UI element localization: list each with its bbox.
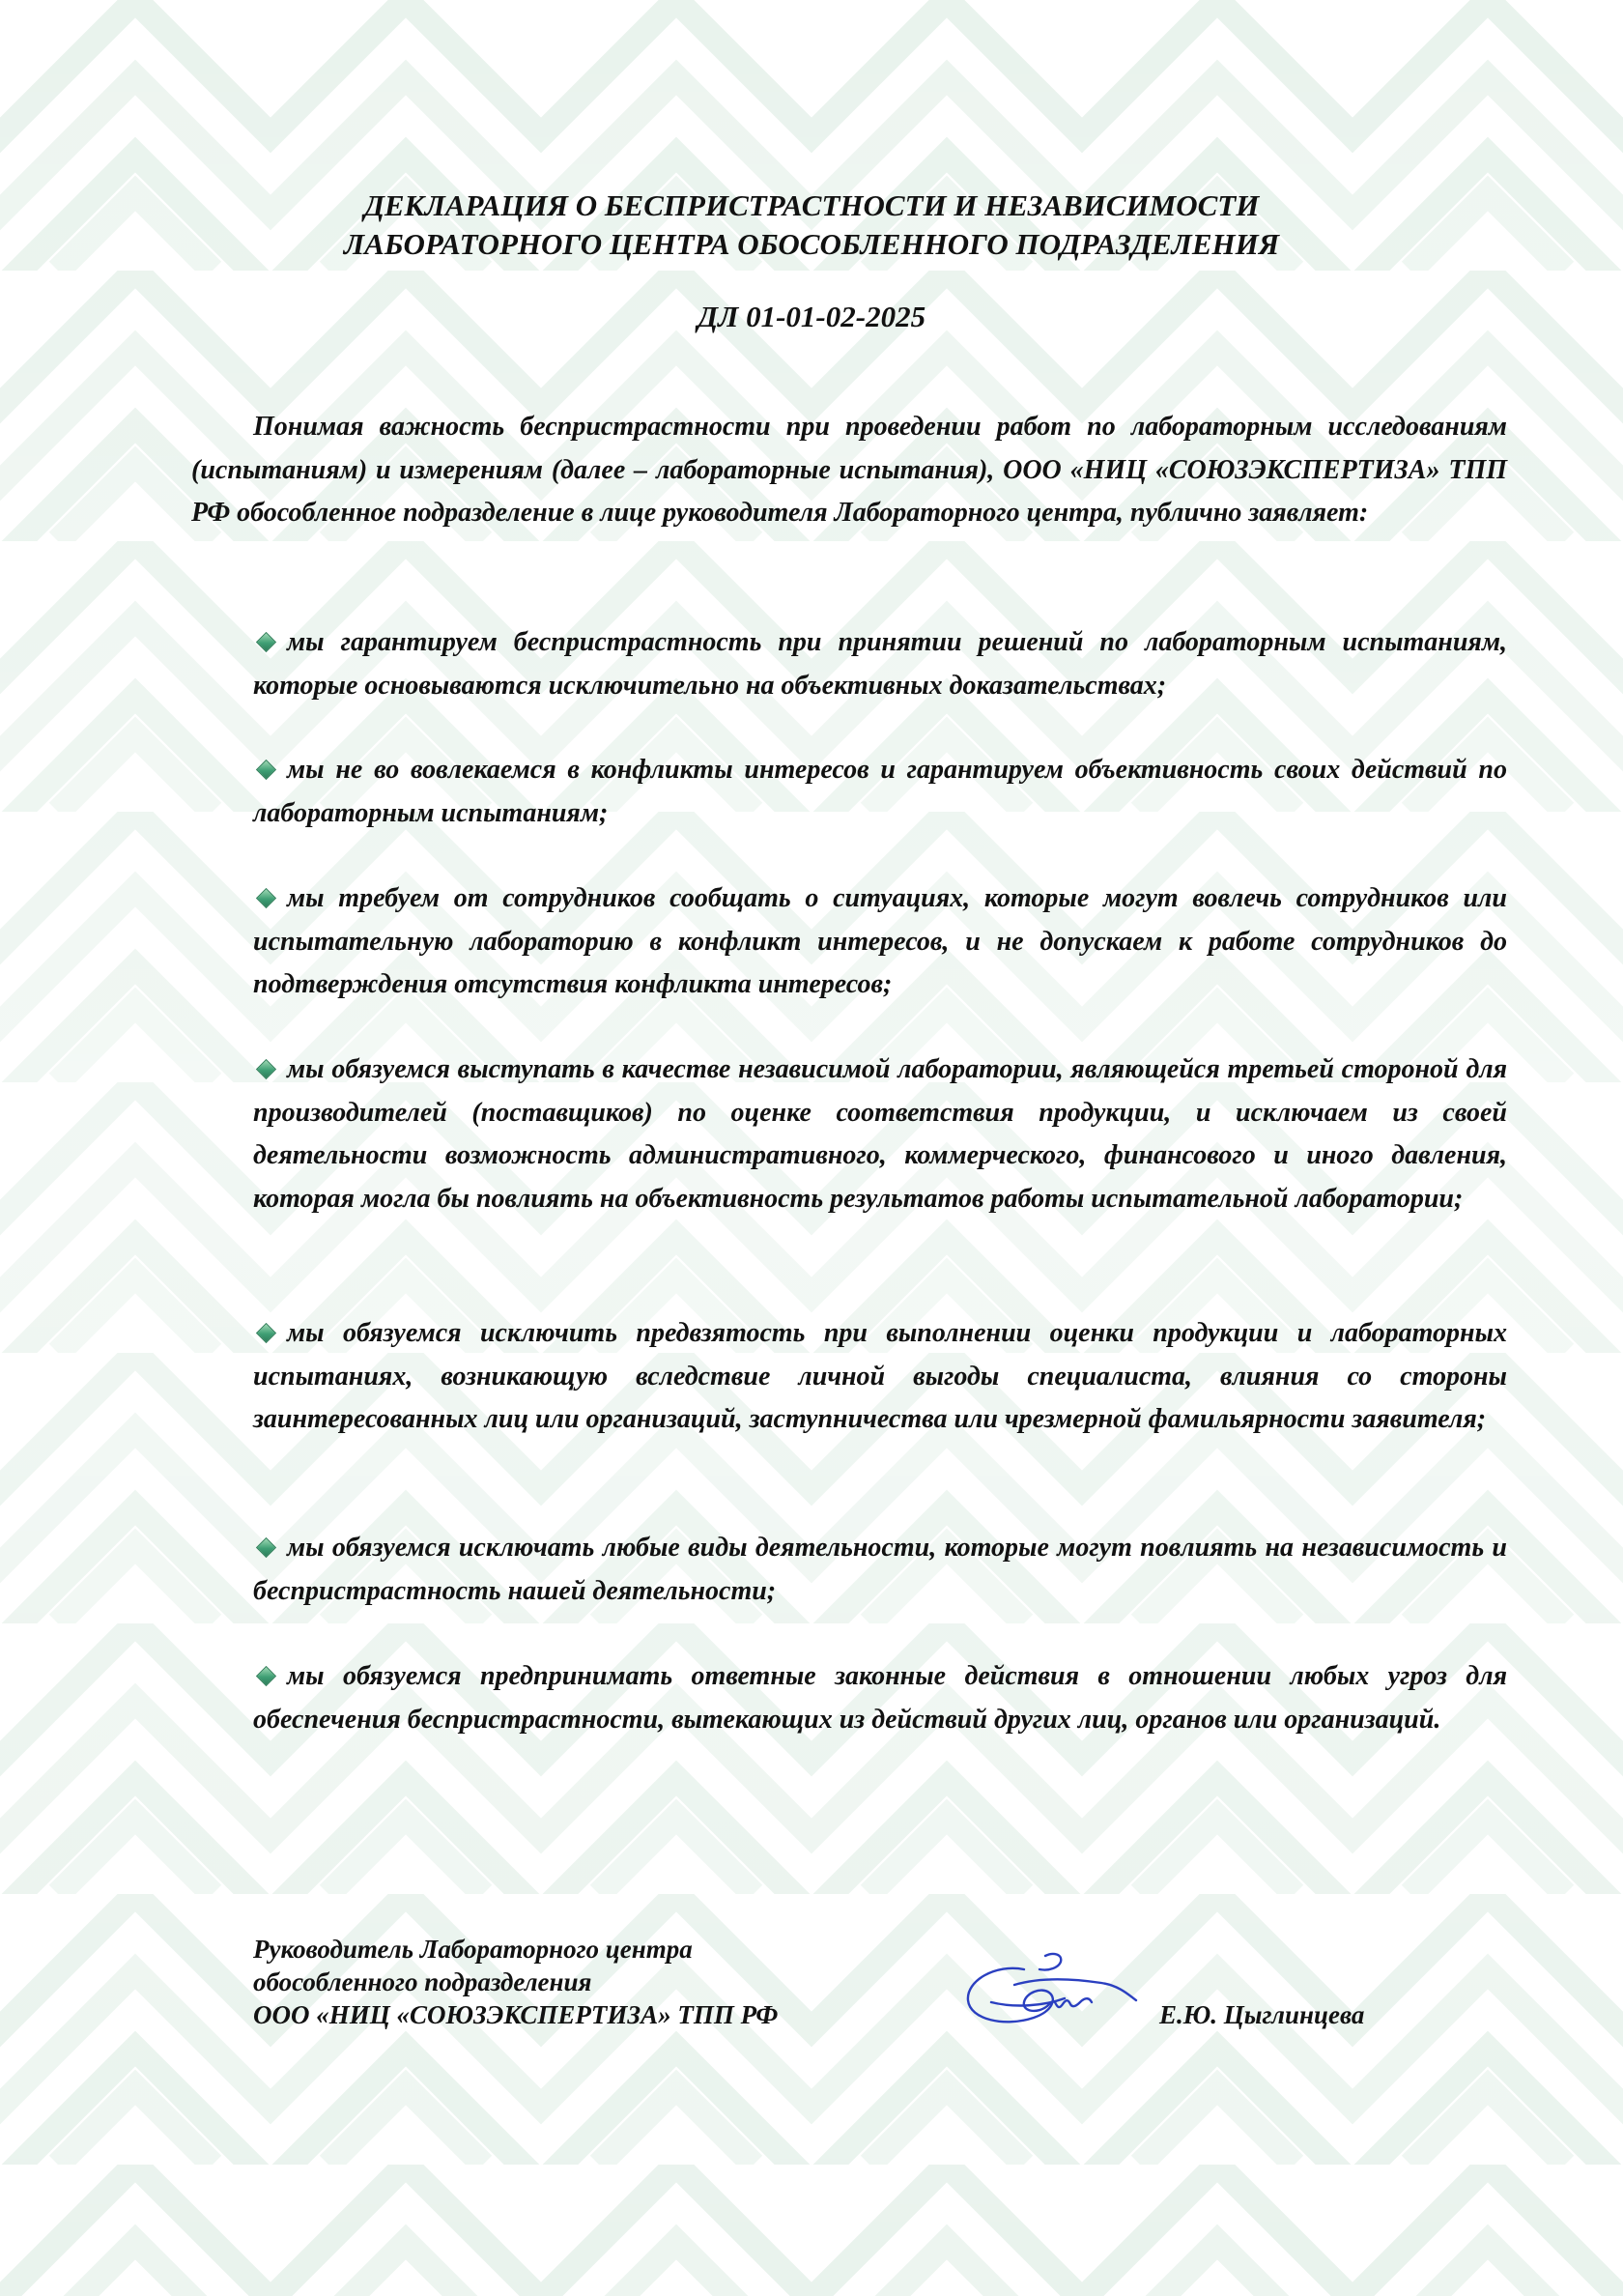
handwritten-signature	[956, 1942, 1140, 2039]
list-item	[253, 877, 1507, 1007]
diamond-bullet-icon	[256, 888, 276, 908]
list-item-text: мы требуем от сотрудников сообщать о ситуациях, которые могут вовлечь сотрудников или испытательную лабораторию в конфликт интересов, и не допускаем к работе сотрудников до подтверждения отсутствия конфликта интересов;	[253, 883, 1507, 999]
diamond-bullet-icon	[256, 1537, 276, 1558]
list-item	[253, 749, 1507, 835]
document-title	[0, 187, 1623, 264]
diamond-bullet-icon	[256, 1323, 276, 1343]
list-item	[253, 1655, 1507, 1741]
diamond-bullet-icon	[256, 632, 276, 652]
signer-organization: ООО «НИЦ «СОЮЗЭКСПЕРТИЗА» ТПП РФ	[253, 2000, 779, 2029]
title-line-1: ДЕКЛАРАЦИЯ О БЕСПРИСТРАСТНОСТИ И НЕЗАВИСИМОСТИ	[363, 188, 1260, 222]
intro-paragraph: Понимая важность беспристрастности при проведении работ по лабораторным исследованиям (испытаниям) и измерениям (далее – лабораторные испытания), ООО «НИЦ «СОЮЗЭКСПЕРТИЗА» ТПП РФ обособленное подразделение в лице руководителя Лабораторного центра, публично заявляет:	[191, 412, 1507, 528]
list-item	[253, 621, 1507, 707]
list-item	[253, 1312, 1507, 1442]
list-item-text: мы не во вовлекаемся в конфликты интересов и гарантируем объективность своих действий по лабораторным испытаниям;	[253, 755, 1507, 828]
signer-name: Е.Ю. Цыглинцева	[1159, 2000, 1365, 2029]
signer-position-line-1: Руководитель Лабораторного центра	[253, 1935, 693, 1964]
diamond-bullet-icon	[256, 1666, 276, 1686]
list-item-text: мы обязуемся исключить предвзятость при выполнении оценки продукции и лабораторных испытаниях, возникающую вследствие личной выгоды специалиста, влияния со стороны заинтересованных лиц или организаций, заступничества или чрезмерной фамильярности заявителя;	[253, 1318, 1507, 1434]
list-item	[253, 1527, 1507, 1613]
list-item-text: мы обязуемся выступать в качестве независимой лаборатории, являющейся третьей стороной для производителей (поставщиков) по оценке соответствия продукции, и исключаем из своей деятельности возможность административного, коммерческого, финансового и иного давления, которая могла бы повлиять на объективность результатов работы испытательной лаборатории;	[253, 1054, 1507, 1214]
list-item	[253, 1048, 1507, 1220]
diamond-bullet-icon	[256, 760, 276, 780]
list-item-text: мы обязуемся исключать любые виды деятельности, которые могут повлиять на независимость и беспристрастность нашей деятельности;	[253, 1533, 1507, 1606]
title-line-2: ЛАБОРАТОРНОГО ЦЕНТРА ОБОСОБЛЕННОГО ПОДРАЗДЕЛЕНИЯ	[343, 227, 1280, 261]
list-item-text: мы обязуемся предпринимать ответные законные действия в отношении любых угроз для обеспечения беспристрастности, вытекающих из действий других лиц, органов или организаций.	[253, 1661, 1507, 1735]
signer-position-line-2: обособленного подразделения	[253, 1967, 592, 1996]
diamond-bullet-icon	[256, 1059, 276, 1079]
list-item-text: мы гарантируем беспристрастность при принятии решений по лабораторным испытаниям, которые основываются исключительно на объективных доказательствах;	[253, 627, 1507, 701]
document-number: ДЛ 01-01-02-2025	[697, 300, 926, 333]
